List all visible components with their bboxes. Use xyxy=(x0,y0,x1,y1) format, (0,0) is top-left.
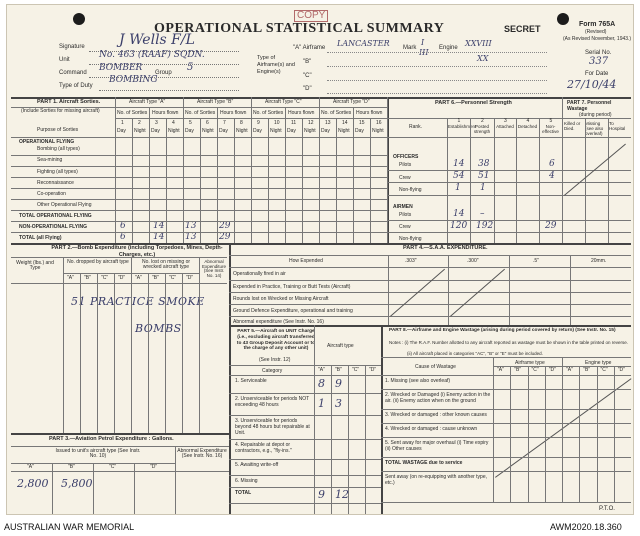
airframe-b-label: "B" xyxy=(303,59,312,65)
unit-label: Unit xyxy=(59,57,70,63)
p6-off-nonfly-est: 1 xyxy=(455,183,461,193)
p1-col-number: 10 xyxy=(274,120,280,126)
nonop-b-hours: 29 xyxy=(219,221,231,231)
p1-col-day: Day xyxy=(151,128,160,134)
p1-col-line xyxy=(353,107,354,243)
p3-a-value: 2,800 xyxy=(17,477,49,490)
p4-cal-303: .303" xyxy=(405,258,417,264)
row-bombing: Bombing (all types) xyxy=(37,146,80,152)
total-a-night-sorties: 14 xyxy=(153,232,165,242)
p8-row-line xyxy=(381,502,631,503)
p3-type-col: "D" xyxy=(150,464,158,470)
p5-row-line xyxy=(229,459,381,460)
part1-title: PART 1. Aircraft Sorties. xyxy=(37,99,101,105)
p8-cause: Cause of Wastage xyxy=(415,364,456,370)
p1-col-line xyxy=(234,118,235,243)
part7-killed: Killed or Died. xyxy=(564,121,581,131)
p2-type-line xyxy=(182,273,183,433)
p1-label-divider xyxy=(115,97,116,243)
p6-off-crew-est: 54 xyxy=(453,171,465,181)
duty-label: Type of Duty xyxy=(59,83,93,89)
p1-col-number: 8 xyxy=(240,120,243,126)
p1-col-night: Night xyxy=(270,128,282,134)
p2-divider xyxy=(63,257,64,433)
p2-divider xyxy=(199,257,200,433)
punch-hole-right xyxy=(557,13,569,25)
p8-col-line xyxy=(545,366,546,502)
part7-title: PART 7. Personnel Wastage xyxy=(567,100,612,112)
p1-col-day: Day xyxy=(185,128,194,134)
part4-title: PART 4.—S.A.A. EXPENDITURE. xyxy=(403,245,488,251)
airframe-a-value: LANCASTER xyxy=(337,39,390,48)
p5-type-col: "D" xyxy=(369,367,377,373)
p8-row-label: 5. Sent away for major overhaul (i) Time expiry (ii) Other causes xyxy=(385,440,489,452)
part8-title: PART 8.—Airframe and Engine Wastage (arising during period covered by return) (See Instr. No. 15) xyxy=(389,328,616,333)
p5-row-line xyxy=(229,475,381,476)
p1-col-number: 3 xyxy=(155,120,158,126)
pto: P.T.O. xyxy=(599,506,615,512)
command-label: Command xyxy=(59,70,87,76)
p5-row-b-value: 12 xyxy=(335,488,349,501)
part1-subtitle: (Include Sorties for missing aircraft) xyxy=(21,108,100,114)
p6-off-crew-noneff: 4 xyxy=(549,171,555,181)
engine-label: Engine xyxy=(439,45,458,51)
p6-officers-nonflying: Non-flying xyxy=(399,187,422,193)
p3-type-col: "B" xyxy=(68,464,75,470)
p8-col-line xyxy=(597,366,598,502)
b-sorties-label: No. of Sorties xyxy=(185,110,216,116)
p4-row-2: Expended in Practice, Training or Butt Tests (Aircraft) xyxy=(233,284,351,290)
nonop-a-night-sorties: 14 xyxy=(153,221,165,231)
d-sorties-label: No. of Sorties xyxy=(321,110,352,116)
for-date-value: 27/10/44 xyxy=(567,78,617,91)
part8-note2: (ii) All aircraft placed in categories "AC", "B" or "E" must be included. xyxy=(407,351,543,356)
p1-col-line xyxy=(336,118,337,243)
row-sea-mining: Sea-mining xyxy=(37,157,63,163)
mark-a2-value: III xyxy=(419,48,429,57)
part3-title: PART 3.—Aviation Petrol Expenditure : Gallons. xyxy=(49,436,174,442)
p5-type-col: "B" xyxy=(335,367,342,373)
p6-airmen-nonflying: Non-flying xyxy=(399,236,422,242)
p2-type-line xyxy=(165,273,166,433)
type-b-header: Aircraft Type "B" xyxy=(197,99,234,105)
p5-type-col: "C" xyxy=(352,367,360,373)
p6-airmen: AIRMEN xyxy=(393,204,413,210)
purpose-label: Purpose of Sorties xyxy=(37,127,79,133)
p2-dropped: No. dropped by aircraft type xyxy=(67,259,129,265)
p2-type-col: "D" xyxy=(118,275,126,281)
p1-col-number: 2 xyxy=(138,120,141,126)
p6-officers: OFFICERS xyxy=(393,154,419,160)
p4-cal-300: .300" xyxy=(467,258,479,264)
row-other-operational: Other Operational Flying xyxy=(37,202,92,208)
signature-label: Signature xyxy=(59,44,85,50)
p1-col-day: Day xyxy=(355,128,364,134)
p6-air-crew-posted: 192 xyxy=(476,221,494,231)
p5-row-label: 2. Unserviceable for periods NOT exceeding 48 hours xyxy=(235,396,310,408)
p1-col-line xyxy=(200,118,201,243)
p1-col-line xyxy=(132,118,133,243)
p1-col-line xyxy=(183,97,184,243)
form-sheet xyxy=(6,4,634,515)
part2-title: PART 2.—Bomb Expenditure (including Torpedoes, Mines, Depth-Charges, etc.) xyxy=(51,245,223,258)
p8-type-col: "A" xyxy=(566,367,573,373)
p5-row-line xyxy=(229,439,381,440)
p2-subhead-line xyxy=(63,273,199,274)
total-b-day-sorties: 13 xyxy=(185,232,197,242)
p1-col-night: Night xyxy=(202,128,214,134)
p6-officers-pilots: Pilots xyxy=(399,162,412,168)
nonop-a-day-sorties: 6 xyxy=(120,221,126,231)
p5-type-col: "A" xyxy=(318,367,325,373)
p8-type-col: "B" xyxy=(583,367,591,373)
p5-row-label: 4. Repairable at depot or contractors, e.g., "fly-ins." xyxy=(235,442,292,454)
p8-airframe: Airframe type xyxy=(515,360,545,366)
p8-row-line xyxy=(381,471,631,472)
p6-airmen-pilots: Pilots xyxy=(399,212,412,218)
p1-col-night: Night xyxy=(338,128,350,134)
p8-col-line xyxy=(510,366,511,502)
p1-col-night: Night xyxy=(134,128,146,134)
part8-note1: Notes : (i) The R.A.F. Number allotted to any aircraft reported as wastage must be shown in the table printed on reverse. xyxy=(389,340,629,345)
p5-row-label: 1. Serviceable xyxy=(235,378,267,384)
p1-col-number: 11 xyxy=(291,120,297,126)
p8-col-line xyxy=(562,357,563,502)
p5-row-label: 3. Unserviceable for periods beyond 48 hours but repairable at Unit. xyxy=(235,418,310,436)
p6-air-crew-noneff: 29 xyxy=(545,221,557,231)
p2-type-col: "A" xyxy=(67,275,74,281)
engine-a-value: XXVIII xyxy=(465,39,492,48)
p1-col-line xyxy=(251,97,252,243)
p6-col-head: Attached xyxy=(496,124,514,129)
nonop-b-day-sorties: 13 xyxy=(185,221,197,231)
p1-col-line xyxy=(370,118,371,243)
airframe-c-label: "C" xyxy=(303,73,312,79)
p3-issued: Issued to unit's aircraft type (See Instr. No. 10) xyxy=(55,448,141,459)
for-date-label: For Date xyxy=(585,71,609,77)
p2-type-line xyxy=(148,273,149,433)
group-label: Group xyxy=(155,70,172,76)
form-amended: (As Revised November, 1943.) xyxy=(563,36,632,42)
p2-entry-2: BOMBS xyxy=(135,322,182,335)
p1-col-night: Night xyxy=(304,128,316,134)
row-total-operational: TOTAL OPERATIONAL FLYING xyxy=(19,213,92,219)
p5-aircraft-type: Aircraft type xyxy=(327,343,354,349)
p1-col-number: 9 xyxy=(257,120,260,126)
p8-row-line xyxy=(381,409,631,410)
p5-row-line xyxy=(229,487,381,488)
row-cooperation: Co-operation xyxy=(37,191,66,197)
p3-col-line xyxy=(93,463,94,515)
b-hours-label: Hours flown xyxy=(220,110,247,116)
total-b-hours: 29 xyxy=(219,232,231,242)
p8-row-label: 1. Missing (see also overleaf) xyxy=(385,378,451,384)
p4-row-3: Rounds lost on Wrecked or Missing Aircraft xyxy=(233,296,329,302)
p8-type-col: "A" xyxy=(497,367,504,373)
p3-b-value: 5,800 xyxy=(61,477,93,490)
part7-hospital: To Hospital xyxy=(609,121,626,131)
engine-b-value: XX xyxy=(477,54,489,63)
type-a-header: Aircraft Type "A" xyxy=(129,99,166,105)
p2-entry-1: 51 PRACTICE SMOKE xyxy=(71,295,205,308)
duty-value: BOMBING xyxy=(109,75,158,85)
p5-row-total: TOTAL xyxy=(235,490,252,496)
p1-col-number: 16 xyxy=(376,120,382,126)
p2-type-line xyxy=(114,273,115,433)
form-number: Form 765A xyxy=(579,21,616,28)
p5-row-line xyxy=(229,415,381,416)
p2-type-col: "B" xyxy=(84,275,91,281)
p1-col-day: Day xyxy=(219,128,228,134)
p4-cal-5: .5" xyxy=(533,258,539,264)
p8-col-line xyxy=(579,366,580,502)
mark-a-value: I xyxy=(421,38,425,47)
p1-col-number: 15 xyxy=(359,120,365,126)
p1-col-night: Night xyxy=(372,128,384,134)
p8-row-line xyxy=(381,437,631,438)
p1-col-day: Day xyxy=(287,128,296,134)
p1-col-line xyxy=(387,97,388,243)
part7-missing: Missing (see also overleaf) xyxy=(585,121,604,136)
p6-col-line xyxy=(470,118,471,243)
p6-col-line xyxy=(447,118,448,243)
airframe-a-label: "A" Airframe xyxy=(293,45,326,51)
p5-row-line xyxy=(229,393,381,394)
p2-type-col: "C" xyxy=(101,275,109,281)
p1-col-number: 5 xyxy=(189,120,192,126)
p8-type-col: "C" xyxy=(531,367,539,373)
part6-rank-label: Rank. xyxy=(409,124,423,130)
p1-col-line xyxy=(302,118,303,243)
p6-off-pilots-est: 14 xyxy=(453,159,465,169)
p5-row-label: 5. Awaiting write-off xyxy=(235,462,279,468)
p1-col-number: 6 xyxy=(206,120,209,126)
p5-row-b-value: 9 xyxy=(335,377,342,390)
p6-col-head: Posted strength xyxy=(473,124,491,134)
p3-col-line xyxy=(134,463,135,515)
p6-col-number: 5 xyxy=(549,118,553,124)
p1-col-line xyxy=(166,118,167,243)
p5-col-line xyxy=(331,365,332,515)
p1-col-number: 4 xyxy=(172,120,175,126)
p8-row-label: 3. Wrecked or damaged : other known causes xyxy=(385,412,487,418)
p2-type-col: "B" xyxy=(152,275,159,281)
p6-airmen-crew: Crew xyxy=(399,224,411,230)
p5-row-a-value: 1 xyxy=(318,397,325,410)
p8-col-line xyxy=(528,366,529,502)
p2-abnormal: Abnormal Expenditure (See Instr. No. 14) xyxy=(201,259,227,278)
p8-row-label: 4. Wrecked or damaged : cause unknown xyxy=(385,426,478,432)
p6-air-pilots-posted: – xyxy=(480,209,485,219)
p1-col-day: Day xyxy=(321,128,330,134)
p2-type-col: "C" xyxy=(169,275,177,281)
p1-col-line xyxy=(319,97,320,243)
p2-type-line xyxy=(80,273,81,433)
p4-cal-20mm: 20mm. xyxy=(591,258,607,264)
d-hours-label: Hours flown xyxy=(356,110,383,116)
p6-off-pilots-posted: 38 xyxy=(478,159,490,169)
p6-col-line xyxy=(516,118,517,243)
part5-instr: (See Instr. 12) xyxy=(259,357,291,363)
p4-how: How Expended xyxy=(289,258,323,264)
row-total-all-flying: TOTAL (all Flying) xyxy=(19,235,62,241)
form-revised: (Revised) xyxy=(585,29,607,35)
p2-weight: Weight (lbs.) and Type xyxy=(16,260,54,271)
type-c-header: Aircraft Type "C" xyxy=(265,99,302,105)
p5-col-line xyxy=(365,365,366,515)
part6-title: PART 6.—Personnel Strength xyxy=(435,100,512,106)
group-value: 5 xyxy=(187,62,194,73)
p8-row-line xyxy=(381,457,631,458)
p6-off-nonfly-posted: 1 xyxy=(480,183,486,193)
p1-col-day: Day xyxy=(253,128,262,134)
p6-col-number: 2 xyxy=(481,118,484,124)
p6-air-crew-est: 120 xyxy=(450,221,468,231)
aircraft-types-label: Type of Airframe(s) and Engine(s) xyxy=(257,55,295,76)
p1-col-night: Night xyxy=(168,128,180,134)
p6-off-pilots-noneff: 6 xyxy=(549,159,555,169)
p6-col-number: 3 xyxy=(504,118,507,124)
copy-stamp: COPY xyxy=(294,10,328,22)
p6-off-crew-posted: 51 xyxy=(478,171,490,181)
part5-title: PART 5.—Aircraft on UNIT Charge (i.e., excluding aircraft transferred to 43 Group Deposit Account or to the charge of any other unit) xyxy=(236,329,316,352)
total-a-day-sorties: 6 xyxy=(120,232,126,242)
p1-col-night: Night xyxy=(236,128,248,134)
mark-label: Mark xyxy=(403,45,417,51)
p8-row-line xyxy=(381,423,631,424)
serial-value: 337 xyxy=(589,56,609,67)
p8-col-line xyxy=(614,366,615,502)
p1-col-number: 1 xyxy=(121,120,124,126)
p5-row-b-value: 3 xyxy=(335,397,342,410)
p2-type-line xyxy=(97,273,98,433)
row-non-operational: NON-OPERATIONAL FLYING xyxy=(19,224,87,230)
signature-value: J Wells F/L xyxy=(119,32,195,48)
p3-type-col: "A" xyxy=(27,464,34,470)
p8-type-col: "B" xyxy=(514,367,522,373)
p1-col-line xyxy=(149,107,150,243)
p8-type-col: "C" xyxy=(600,367,608,373)
footer-left: AUSTRALIAN WAR MEMORIAL xyxy=(4,522,135,532)
p1-col-number: 7 xyxy=(223,120,226,126)
p8-row-line xyxy=(381,389,631,390)
p1-col-line xyxy=(285,107,286,243)
row-reconnaissance: Reconnaissance xyxy=(37,180,74,186)
p6-col-head: Establishment xyxy=(448,124,477,129)
p1-col-number: 13 xyxy=(325,120,331,126)
form-title: OPERATIONAL STATISTICAL SUMMARY xyxy=(154,21,445,36)
p8-type-col: "D" xyxy=(548,367,556,373)
p5-row-label: 6. Missing xyxy=(235,478,258,484)
p8-engine: Engine type xyxy=(585,360,612,366)
unit-value: No. 463 (RAAF) SQDN. xyxy=(99,50,205,60)
p8-row-total: TOTAL WASTAGE due to service xyxy=(385,460,463,466)
p8-row-label: 2. Wrecked or Damaged (i) Enemy action in the air. (ii) Enemy action when on the ground xyxy=(385,392,491,404)
p6-col-number: 1 xyxy=(457,118,461,124)
p1-col-number: 14 xyxy=(342,120,348,126)
p4-row-5: Abnormal expenditure (See Instr. No. 16) xyxy=(233,319,324,325)
p5-row-line xyxy=(229,503,381,504)
p1-col-day: Day xyxy=(117,128,126,134)
p1-col-number: 12 xyxy=(308,120,314,126)
serial-label: Serial No. xyxy=(585,50,612,56)
p2-lost: No. lost on missing or wrecked aircraft type xyxy=(141,259,191,270)
punch-hole-left xyxy=(73,13,85,25)
type-d-header: Aircraft Type "D" xyxy=(333,99,370,105)
p5-category: Category xyxy=(262,368,283,374)
p6-col-head: Non-effective xyxy=(542,124,559,134)
p5-row-a-value: 9 xyxy=(318,488,325,501)
p6-col-line xyxy=(539,118,540,243)
row-operational-flying: OPERATIONAL FLYING xyxy=(19,139,75,145)
c-hours-label: Hours flown xyxy=(288,110,315,116)
p1-col-line xyxy=(217,107,218,243)
footer-right: AWM2020.18.360 xyxy=(550,522,622,532)
p4-row-1: Operationally fired in air xyxy=(233,271,286,277)
part7-subtitle: (during period) xyxy=(579,112,612,118)
p6-col-head: Detached xyxy=(517,124,538,129)
c-sorties-label: No. of Sorties xyxy=(253,110,284,116)
p2-divider xyxy=(131,257,132,433)
p1-col-line xyxy=(268,118,269,243)
a-hours-label: Hours flown xyxy=(152,110,179,116)
p2-type-col: "D" xyxy=(186,275,194,281)
p3-col-line xyxy=(52,463,53,515)
a-sorties-label: No. of Sorties xyxy=(117,110,148,116)
airframe-d-label: "D" xyxy=(303,86,312,92)
p6-col-number: 4 xyxy=(526,118,530,124)
p8-row-label: Sent away (on re-equipping with another type, etc.) xyxy=(385,474,488,486)
secret-label: SECRET xyxy=(504,24,541,34)
row-fighting: Fighting (all types) xyxy=(37,169,78,175)
p8-type-col: "D" xyxy=(617,367,625,373)
command-value: BOMBER xyxy=(99,63,143,73)
p6-col-line xyxy=(494,118,495,243)
p5-row-a-value: 8 xyxy=(318,377,325,390)
p3-abnormal-line xyxy=(175,446,176,515)
p2-type-col: "A" xyxy=(135,275,142,281)
p3-abnormal: Abnormal Expenditure (See Instr. No. 16) xyxy=(177,448,227,459)
p4-row-4: Ground Defence Expenditure, operational and training xyxy=(233,308,353,314)
p3-type-col: "C" xyxy=(109,464,117,470)
p6-officers-crew: Crew xyxy=(399,175,411,181)
p6-air-pilots-est: 14 xyxy=(453,209,465,219)
